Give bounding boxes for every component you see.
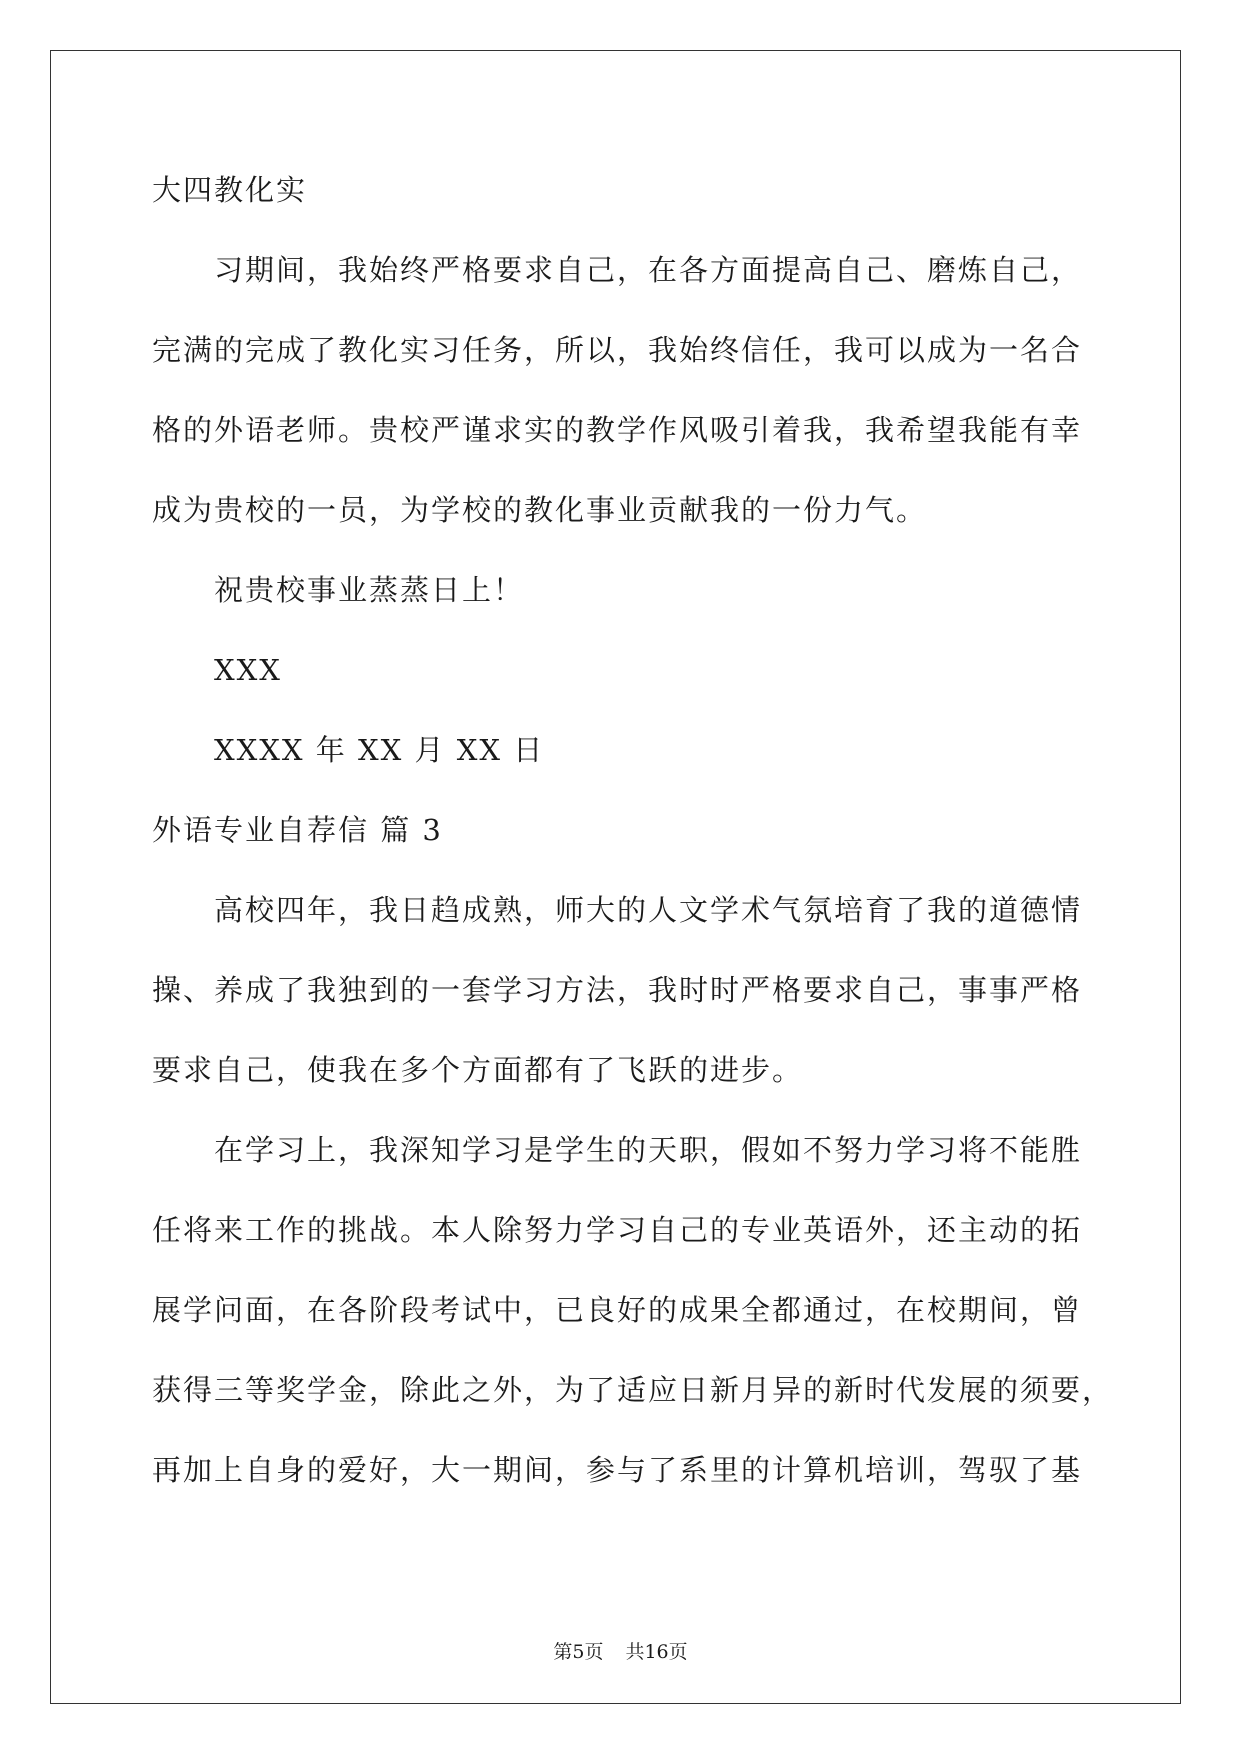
text-line: 成为贵校的一员，为学校的教化事业贡献我的一份力气。 — [152, 493, 928, 527]
page-footer — [0, 1640, 1241, 1664]
text-line: 要求自己，使我在多个方面都有了飞跃的进步。 — [152, 1053, 804, 1087]
page-total: 共16页 — [625, 1641, 688, 1663]
text-line: 在学习上，我深知学习是学生的天职，假如不努力学习将不能胜 — [214, 1133, 1083, 1167]
text-line: 大四教化实 — [152, 173, 308, 207]
text-line: 任将来工作的挑战。本人除努力学习自己的专业英语外，还主动的拓 — [152, 1213, 1083, 1247]
signature-date: XXXX 年 XX 月 XX 日 — [214, 733, 545, 767]
text-line: 再加上自身的爱好，大一期间，参与了系里的计算机培训，驾驭了基 — [152, 1453, 1083, 1487]
text-line: 完满的完成了教化实习任务，所以，我始终信任，我可以成为一名合 — [152, 333, 1083, 367]
text-line: 高校四年，我日趋成熟，师大的人文学术气氛培育了我的道德情 — [214, 893, 1083, 927]
text-line: 格的外语老师。贵校严谨求实的教学作风吸引着我，我希望我能有幸 — [152, 413, 1083, 447]
text-line: 祝贵校事业蒸蒸日上！ — [214, 573, 525, 607]
text-line: 习期间，我始终严格要求自己，在各方面提高自己、磨炼自己， — [214, 253, 1083, 287]
text-line: 操、养成了我独到的一套学习方法，我时时严格要求自己，事事严格 — [152, 973, 1083, 1007]
section-heading: 外语专业自荐信 篇 3 — [152, 813, 443, 847]
page-number: 第5页 — [553, 1641, 604, 1663]
text-line: 获得三等奖学金，除此之外，为了适应日新月异的新时代发展的须要， — [152, 1373, 1114, 1407]
text-line: 展学问面，在各阶段考试中，已良好的成果全都通过，在校期间，曾 — [152, 1293, 1083, 1327]
signature-name: XXX — [214, 653, 282, 687]
